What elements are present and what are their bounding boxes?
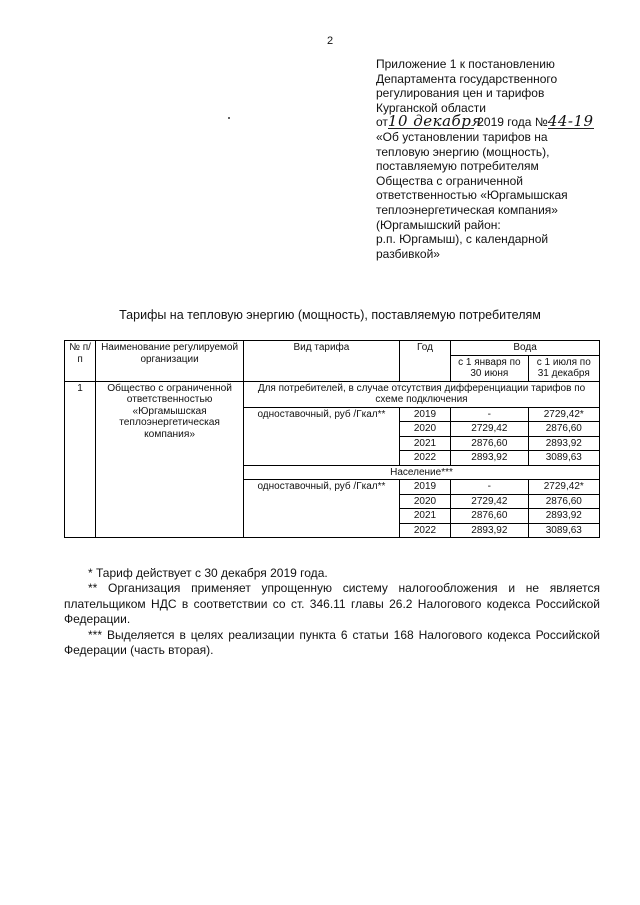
tariff-type: одноставочный, руб /Гкал** [244, 480, 400, 538]
value-cell: 2729,42* [528, 407, 599, 422]
appendix-date-line [376, 112, 626, 131]
table-header-row [65, 341, 600, 356]
appendix-line: Приложение 1 к постановлению [376, 57, 555, 71]
year-cell: 2021 [399, 509, 450, 524]
header-org: Наименование регулируемой организации [96, 341, 244, 382]
value-cell: 2893,92 [528, 436, 599, 451]
value-cell: 2729,42 [451, 422, 528, 437]
appendix-title-line: р.п. Юргамыш), с календарной [376, 232, 549, 247]
group-title-row [65, 381, 600, 407]
footnote-3: *** Выделяется в целях реализации пункта 6 статьи 168 Налогового кодекса Российской Федерации (часть вторая). [64, 627, 600, 658]
value-cell: 2893,92 [451, 451, 528, 466]
header-water: Вода [451, 341, 600, 356]
appendix-title-line: «Об установлении тарифов на [376, 129, 548, 144]
header-period-1: с 1 января по 30 июня [451, 355, 528, 381]
date-prefix: от [376, 115, 388, 130]
handwritten-number: 44-19 [547, 112, 594, 131]
date-year: 2019 года № [477, 115, 548, 130]
footnotes [64, 566, 600, 658]
handwritten-date: 10 декабря [387, 112, 482, 131]
header-tariff-type: Вид тарифа [244, 341, 400, 382]
appendix-title-line: ответственностью «Юргамышская [376, 188, 568, 203]
year-cell: 2020 [399, 494, 450, 509]
appendix-title-line: (Юргамышский район: [376, 217, 501, 232]
value-cell: 3089,63 [528, 451, 599, 466]
year-cell: 2021 [399, 436, 450, 451]
year-cell: 2019 [399, 407, 450, 422]
value-cell: 2729,42* [528, 480, 599, 495]
organization-name: Общество с ограниченной ответственностью «Юргамышская теплоэнергетическая компания» [96, 381, 244, 538]
value-cell: - [451, 407, 528, 422]
footnote-1: * Тариф действует с 30 декабря 2019 года. [88, 566, 328, 580]
group-title: Для потребителей, в случае отсутствия дифференциации тарифов по схеме подключения [244, 381, 600, 407]
appendix-title-line: тепловую энергию (мощность), [376, 144, 550, 159]
year-cell: 2020 [399, 422, 450, 437]
appendix-line: регулирования цен и тарифов [376, 86, 545, 101]
header-period-2: с 1 июля по 31 декабря [528, 355, 599, 381]
year-cell: 2019 [399, 480, 450, 495]
value-cell: 2876,60 [528, 422, 599, 437]
appendix-title-line: Общества с ограниченной [376, 173, 523, 188]
appendix-title-line: поставляемую потребителям [376, 159, 539, 174]
value-cell: 2729,42 [451, 494, 528, 509]
group-title: Население*** [244, 465, 600, 480]
appendix-line: Курганской области [376, 100, 486, 115]
value-cell: 2893,92 [528, 509, 599, 524]
appendix-title-line: разбивкой» [376, 246, 440, 261]
footnote-2: ** Организация применяет упрощенную систему налогообложения и не является плательщиком НДС в соответствии со ст. 346.11 главы 26.2 Налогового кодекса Российской Федерации. [64, 581, 600, 627]
year-cell: 2022 [399, 451, 450, 466]
table-title: Тарифы на тепловую энергию (мощность), поставляемую потребителям [119, 308, 541, 322]
header-year: Год [399, 341, 450, 382]
appendix-line: Департамента государственного [376, 71, 558, 86]
row-number: 1 [65, 381, 96, 538]
value-cell: 3089,63 [528, 523, 599, 538]
page-number: 2 [326, 35, 334, 47]
value-cell: 2876,60 [528, 494, 599, 509]
scan-dot [228, 117, 230, 119]
header-num: № п/п [65, 341, 96, 382]
value-cell: 2876,60 [451, 436, 528, 451]
tariff-type: одноставочный, руб /Гкал** [244, 407, 400, 465]
tariff-table [64, 340, 600, 538]
value-cell: - [451, 480, 528, 495]
appendix-header [376, 57, 626, 261]
year-cell: 2022 [399, 523, 450, 538]
value-cell: 2876,60 [451, 509, 528, 524]
value-cell: 2893,92 [451, 523, 528, 538]
appendix-title-line: теплоэнергетическая компания» [376, 202, 558, 217]
